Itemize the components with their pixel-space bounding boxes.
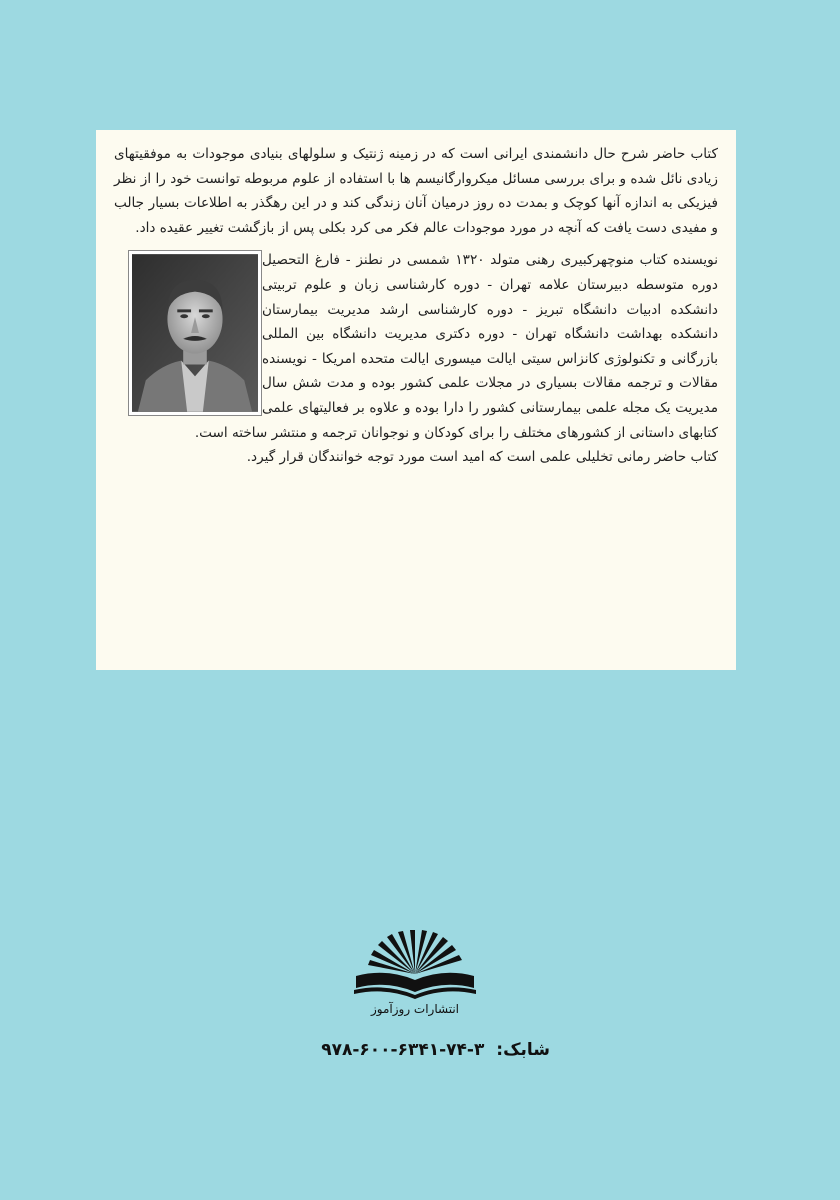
publisher-name: انتشارات روزآموز	[370, 1002, 460, 1016]
isbn-number: ۹۷۸-۶۰۰-۶۳۴۱-۷۴-۳	[321, 1040, 485, 1060]
open-book-rays-icon	[350, 930, 480, 1000]
author-photo	[128, 250, 262, 416]
author-bio: نویسنده کتاب منوچهرکبیری رهنی متولد ۱۳۲۰ شمسی در نطنز - فارغ التحصیل دوره متوسطه دبیرستان علامه تهران - دوره کارشناسی زبان و علوم تربیتی دانشکده ادبیات دانشگاه تبریز - دوره کارشناسی ارشد مدیریت بیمارستان دانشکده بهداشت دانشگاه تهران - دوره دکتری مدیریت دانشگاه بین المللی بازرگانی و تکنولوژی کانزاس سیتی ایالت میسوری ایالت متحده امریکا - نویسنده مقالات و ترجمه مقالات بسیاری در مجلات علمی کشور بوده و مدت شش سال مدیریت یک مجله علمی بیمارستانی کشور را دارا بوده و علاوه بر فعالیتهای علمی کتابهای داستانی از کشورهای مختلف را برای کودکان و نوجوانان ترجمه و منتشر ساخته است.	[194, 252, 718, 441]
description-panel	[96, 130, 736, 670]
book-summary: کتاب حاضر شرح حال دانشمندی ایرانی است که در زمینه ژنتیک و سلولهای بنیادی موجودات به موفقیتهای زیادی نائل شده و برای بررسی مسائل میکروارگانیسم ها با استفاده از علوم مربوطه توانست خود را از نظر فیزیکی به اندازه آنها کوچک و بمدت ده روز درمیان آنان زندگی کند و در این رهگذر به اطلاعات بسیار جالب و مفیدی دست یافت که آنچه در مورد موجودات عالم فکر می کرد بکلی پس از بازگشت تغییر عقیده داد.	[114, 146, 718, 236]
publisher-logo	[350, 930, 480, 1030]
isbn-line	[200, 1040, 550, 1060]
author-portrait-icon	[132, 254, 258, 412]
closing-note: کتاب حاضر رمانی تخلیلی علمی است که امید است مورد توجه خوانندگان قرار گیرد.	[246, 449, 718, 466]
isbn-label: شابک:	[496, 1040, 550, 1060]
